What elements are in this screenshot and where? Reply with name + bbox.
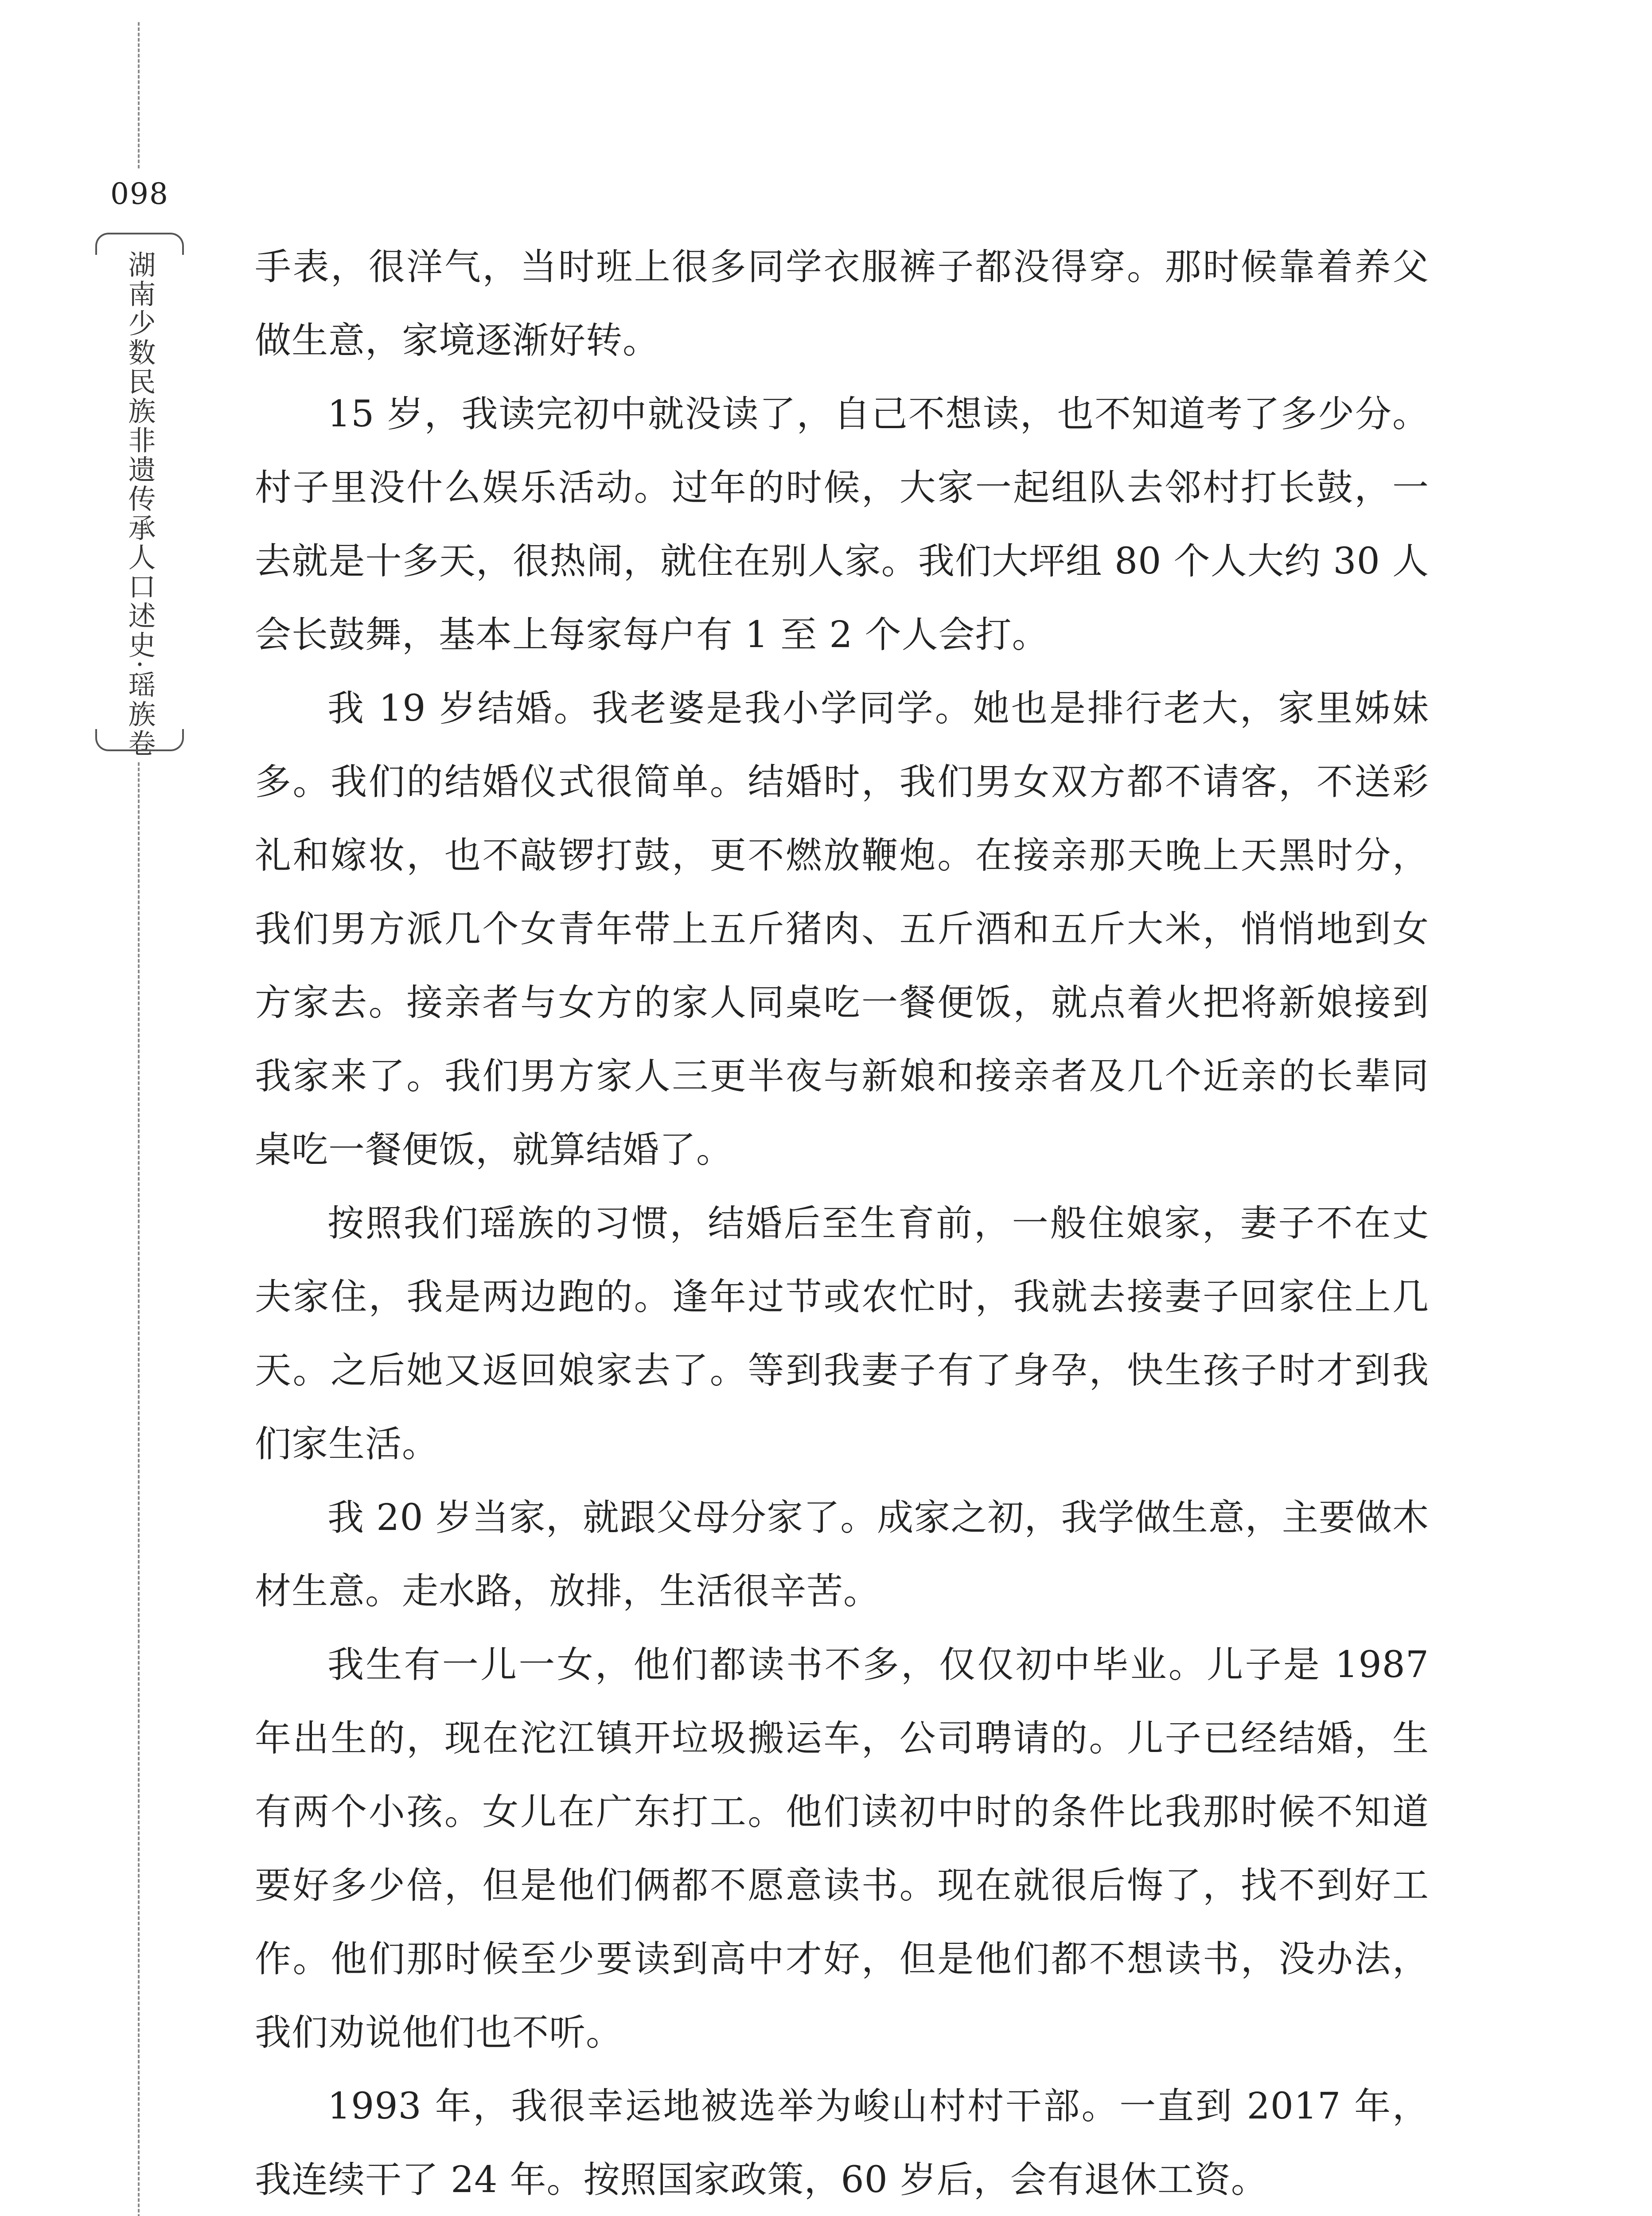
- margin-rule-bottom: [138, 762, 140, 2216]
- margin-rule-top: [138, 22, 140, 168]
- paragraph-6: 我生有一儿一女，他们都读书不多，仅仅初中毕业。儿子是 1987 年出生的，现在沱江镇开垃圾搬运车，公司聘请的。儿子已经结婚，生有两个小孩。女儿在广东打工。他们读初中时的条件比我那时候不知道要好多少倍，但是他们俩都不愿意读书。现在就很后悔了，找不到好工作。他们那时候至少要读到高中才好，但是他们都不想读书，没办法，我们劝说他们也不听。: [255, 1644, 1429, 2054]
- running-head-bracket-bottom: [95, 729, 184, 751]
- paragraph-5: 我 20 岁当家，就跟父母分家了。成家之初，我学做生意，主要做木材生意。走水路，放排，生活很辛苦。: [255, 1497, 1429, 1612]
- body-text: [255, 230, 1429, 2216]
- paragraph-3: 我 19 岁结婚。我老婆是我小学同学。她也是排行老大，家里姊妹多。我们的结婚仪式很简单。结婚时，我们男女双方都不请客，不送彩礼和嫁妆，也不敲锣打鼓，更不燃放鞭炮。在接亲那天晚上天黑时分，我们男方派几个女青年带上五斤猪肉、五斤酒和五斤大米，悄悄地到女方家去。接亲者与女方的家人同桌吃一餐便饭，就点着火把将新娘接到我家来了。我们男方家人三更半夜与新娘和接亲者及几个近亲的长辈同桌吃一餐便饭，就算结婚了。: [255, 687, 1429, 1171]
- running-head: [95, 233, 184, 758]
- paragraph-1: 手表，很洋气，当时班上很多同学衣服裤子都没得穿。那时候靠着养父做生意，家境逐渐好转。: [255, 246, 1429, 362]
- paragraph-2: 15 岁，我读完初中就没读了，自己不想读，也不知道考了多少分。村子里没什么娱乐活动。过年的时候，大家一起组队去邻村打长鼓，一去就是十多天，很热闹，就住在别人家。我们大坪组 80 个人大约 30 人会长鼓舞，基本上每家每户有 1 至 2 个人会打。: [255, 393, 1429, 656]
- paragraph-7: 1993 年，我很幸运地被选举为峻山村村干部。一直到 2017 年，我连续干了 24 年。按照国家政策，60 岁后，会有退休工资。: [255, 2085, 1429, 2201]
- page-number: 098: [110, 177, 169, 211]
- paragraph-4: 按照我们瑶族的习惯，结婚后至生育前，一般住娘家，妻子不在丈夫家住，我是两边跑的。逢年过节或农忙时，我就去接妻子回家住上几天。之后她又返回娘家去了。等到我妻子有了身孕，快生孩子时才到我们家生活。: [255, 1202, 1429, 1465]
- running-head-text: 湖南少数民族非遗传承人口述史·瑶族卷: [124, 250, 156, 758]
